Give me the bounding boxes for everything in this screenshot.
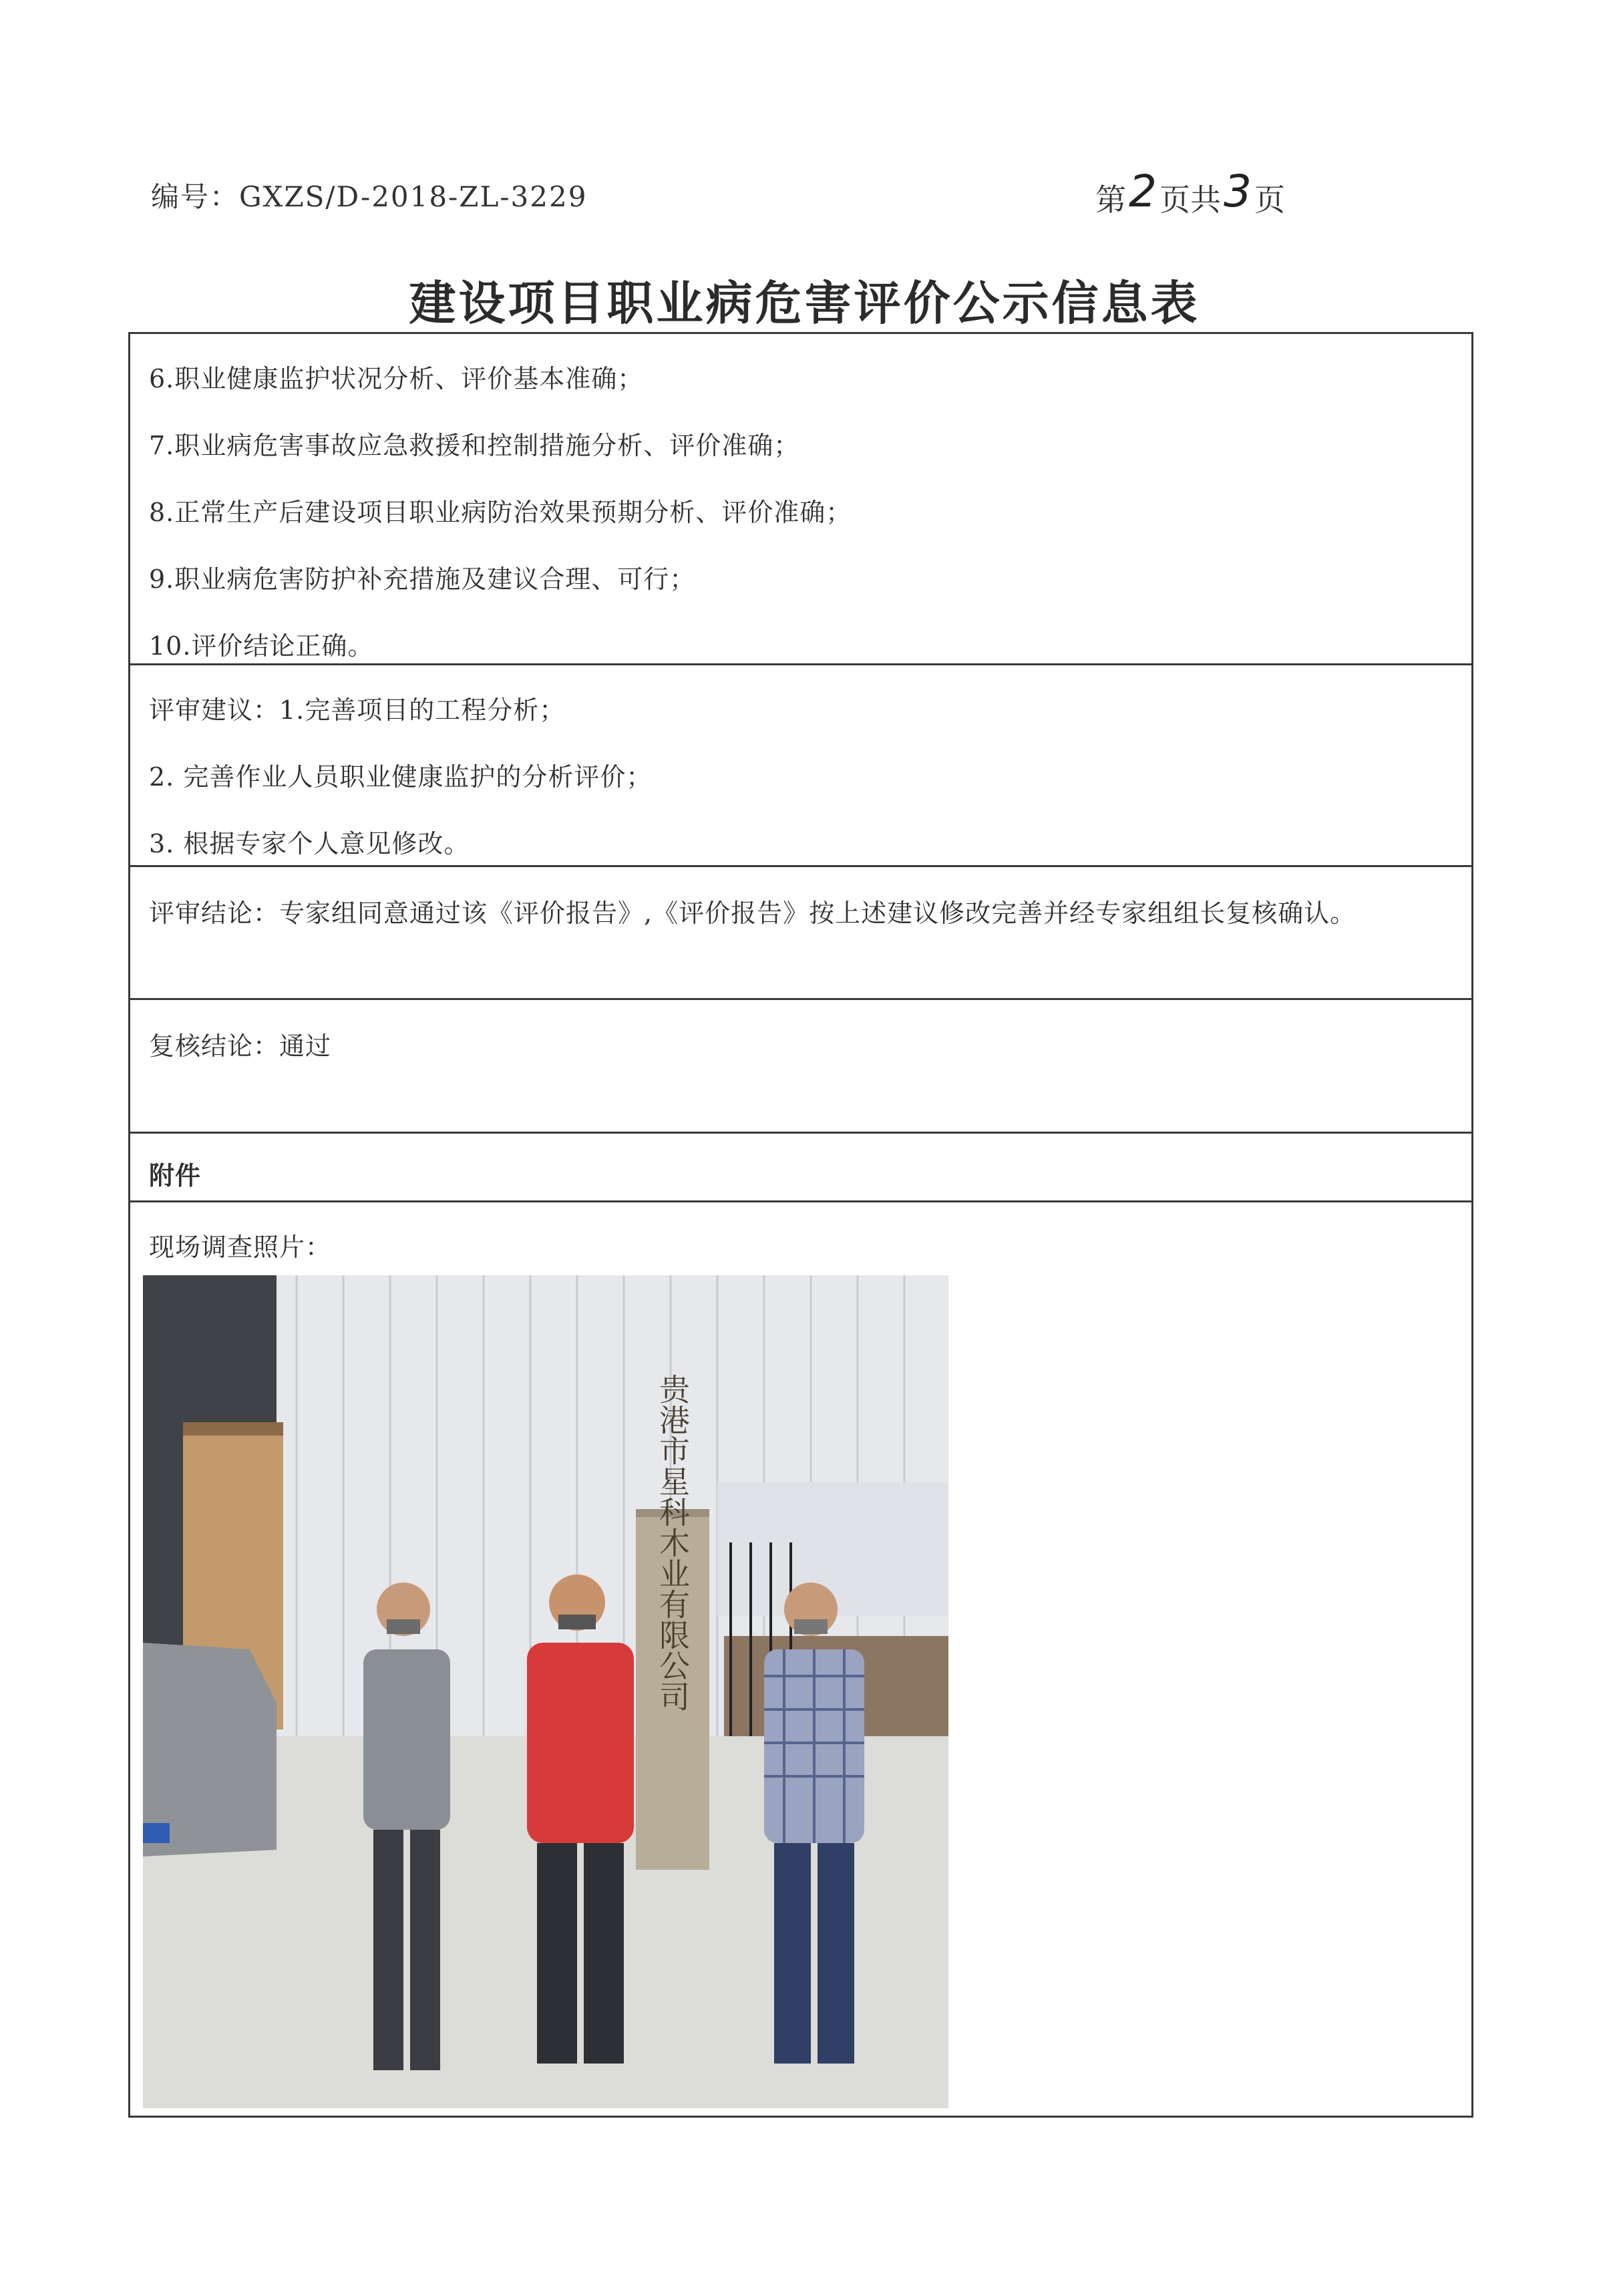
page-title: 建设项目职业病危害评价公示信息表 — [409, 276, 1200, 331]
evaluation-items-section — [130, 334, 1471, 665]
evaluation-item: 6.职业健康监护状况分析、评价基本准确； — [149, 364, 644, 393]
page-suffix: 页 — [1254, 182, 1285, 218]
attachment-heading-section — [130, 1134, 1471, 1202]
info-table — [128, 332, 1473, 2118]
review-conclusion-section — [130, 867, 1471, 1000]
site-survey-photo — [143, 1275, 948, 2108]
suggestion-item: 3. 根据专家个人意见修改。 — [149, 829, 470, 858]
photo-label: 现场调查照片： — [149, 1233, 332, 1262]
attachment-heading: 附件 — [149, 1161, 202, 1190]
evaluation-item: 8.正常生产后建设项目职业病防治效果预期分析、评价准确； — [149, 498, 852, 527]
suggestion-item: 2. 完善作业人员职业健康监护的分析评价； — [149, 762, 653, 792]
recheck-conclusion: 复核结论：通过 — [149, 1031, 332, 1061]
page-indicator — [1095, 166, 1285, 221]
evaluation-item: 7.职业病危害事故应急救援和控制措施分析、评价准确； — [149, 431, 800, 460]
page-prefix: 第 — [1095, 182, 1126, 218]
review-suggestions-section — [130, 665, 1471, 867]
page-total: 3 — [1224, 166, 1252, 217]
document-number: 编号：GXZS/D-2018-ZL-3229 — [151, 180, 588, 213]
evaluation-item: 10.评价结论正确。 — [149, 631, 374, 661]
page-middle: 页共 — [1159, 182, 1221, 218]
review-conclusion: 评审结论：专家组同意通过该《评价报告》,《评价报告》按上述建议修改完善并经专家组组长复核确认。 — [149, 898, 1357, 928]
page-current: 2 — [1129, 166, 1157, 217]
suggestion-item: 评审建议：1.完善项目的工程分析； — [149, 695, 566, 725]
recheck-conclusion-section — [130, 1000, 1471, 1134]
evaluation-item: 9.职业病危害防护补充措施及建议合理、可行； — [149, 564, 696, 594]
signpost-text: 贵港市星科木业有限公司 — [655, 1373, 691, 1711]
